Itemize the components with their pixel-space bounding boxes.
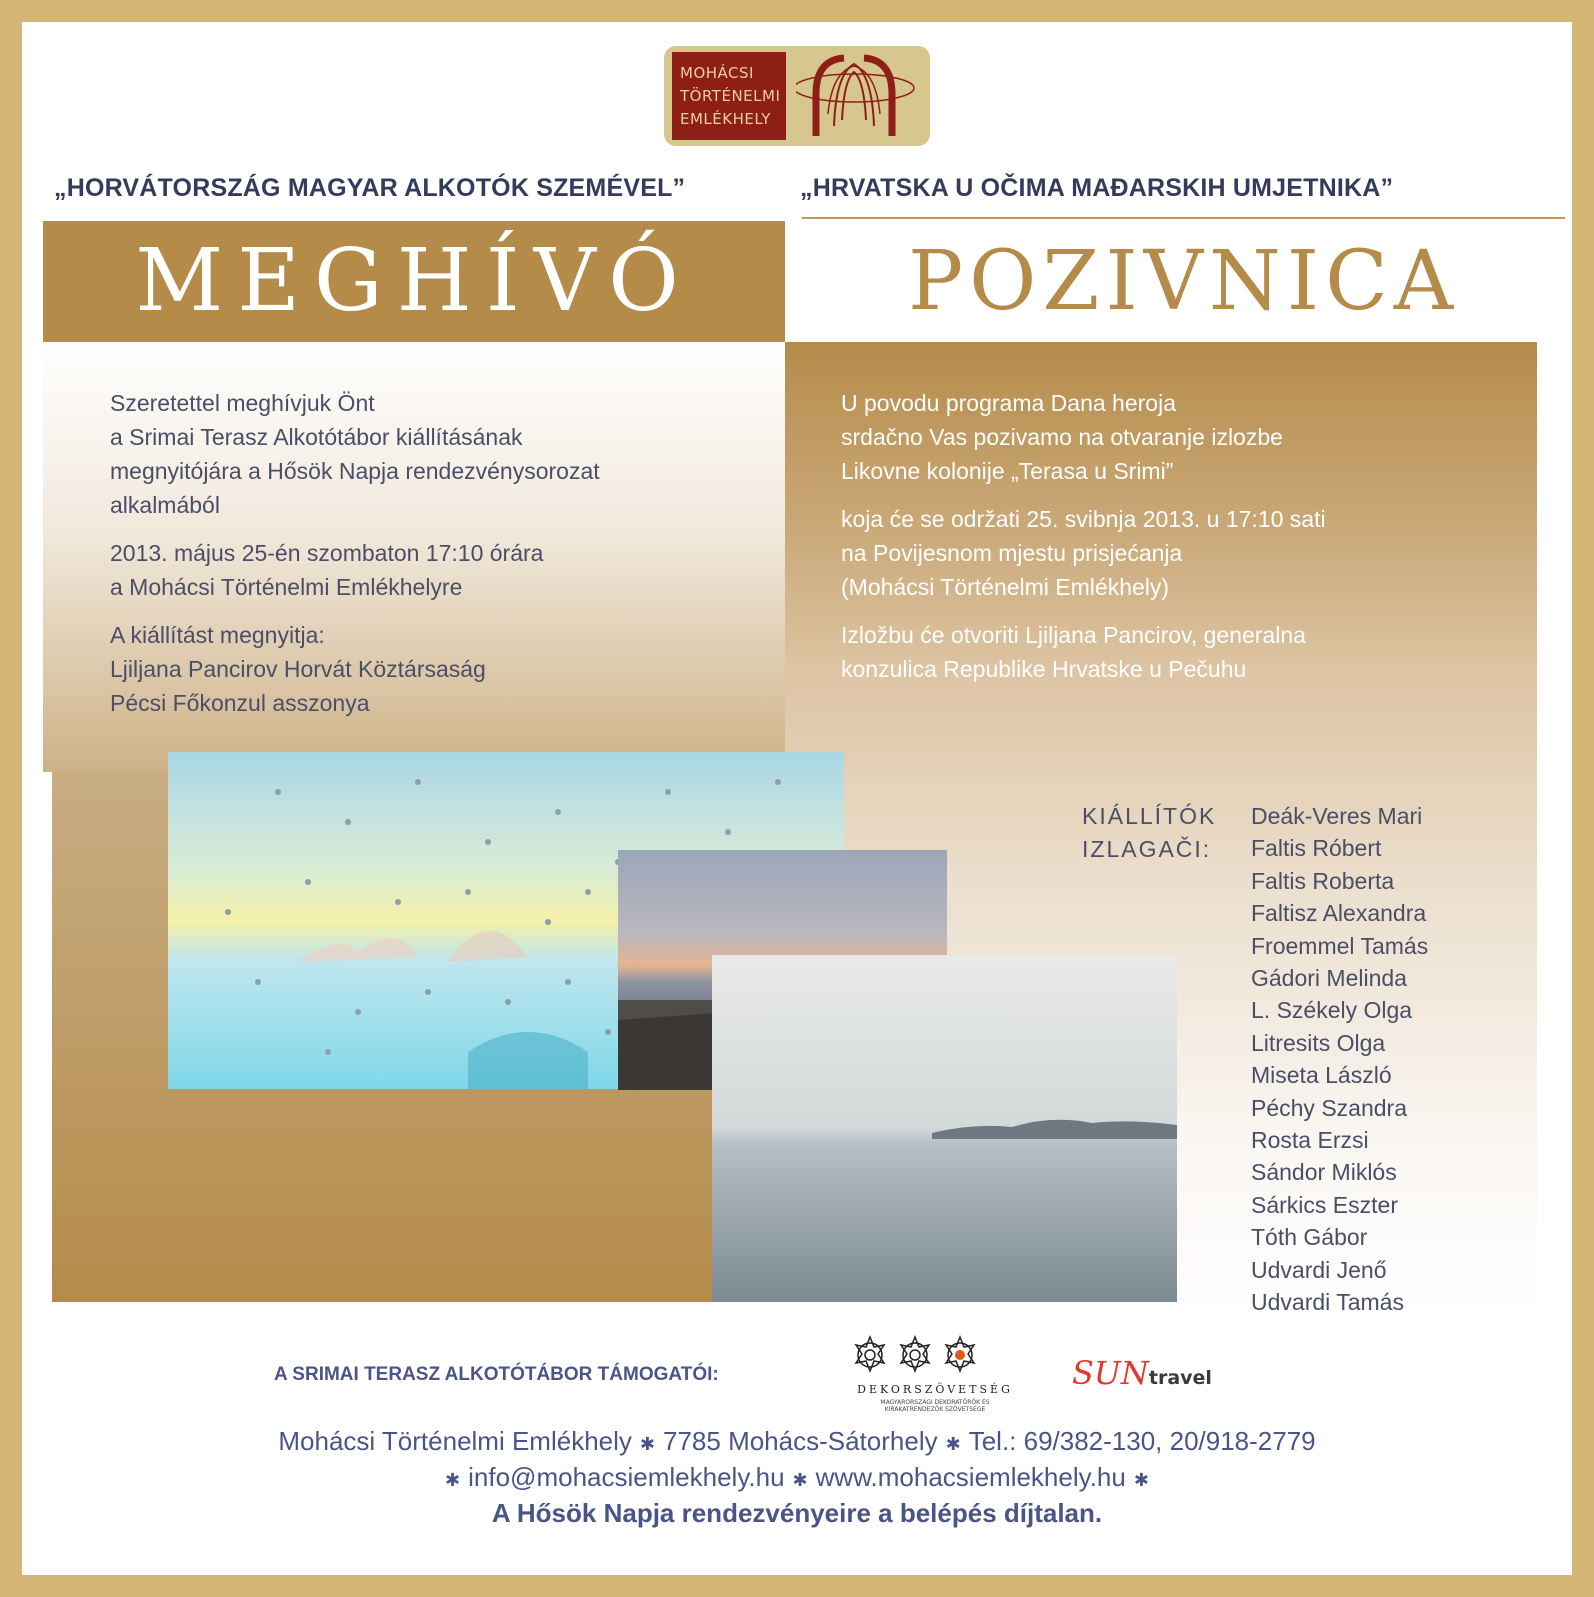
text-line: konzulica Republike Hrvatske u Pečuhu bbox=[841, 656, 1247, 682]
logo-line: MOHÁCSI bbox=[680, 64, 754, 82]
text-line: a Mohácsi Történelmi Emlékhelyre bbox=[110, 574, 463, 600]
exhibitor-name: Gádori Melinda bbox=[1251, 965, 1407, 992]
footer-venue: Mohácsi Történelmi Emlékhely bbox=[278, 1426, 632, 1456]
exhibitor-name: Udvardi Jenő bbox=[1251, 1256, 1387, 1283]
logo bbox=[664, 46, 930, 146]
star-separator-icon: ✱ bbox=[792, 1470, 808, 1490]
logo-line: EMLÉKHELY bbox=[680, 110, 771, 128]
exhibitor-name: Miseta László bbox=[1251, 1062, 1392, 1089]
text-line: megnyitójára a Hősök Napja rendezvénysorozat bbox=[110, 458, 600, 484]
flower-ornament-icon bbox=[840, 1327, 1030, 1381]
dekor-name: DEKORSZÖVETSÉG bbox=[857, 1383, 1013, 1396]
sponsors-label: A SRIMAI TERASZ ALKOTÓTÁBOR TÁMOGATÓI: bbox=[274, 1364, 719, 1385]
footer-website[interactable]: www.mohacsiemlekhely.hu bbox=[815, 1462, 1126, 1492]
exhibitor-name: Sárkics Eszter bbox=[1251, 1191, 1398, 1218]
footer-web-line bbox=[22, 1462, 1572, 1493]
sea-photo bbox=[712, 955, 1177, 1302]
text-line: Izložbu će otvoriti Ljiljana Pancirov, generalna bbox=[841, 622, 1306, 648]
logo-line: TÖRTÉNELMI bbox=[680, 87, 781, 105]
exhibitor-name: Faltis Róbert bbox=[1251, 835, 1382, 862]
text-line: na Povijesnom mjestu prisjećanja bbox=[841, 540, 1183, 566]
footer-free-entry: A Hősök Napja rendezvényeire a belépés díjtalan. bbox=[491, 1498, 1103, 1528]
footer-address: 7785 Mohács-Sátorhely bbox=[663, 1426, 938, 1456]
text-line: koja će se održati 25. svibnja 2013. u 17:10 sati bbox=[841, 506, 1326, 532]
text-line: Szeretettel meghívjuk Önt bbox=[110, 390, 375, 416]
logo-text-box bbox=[672, 52, 786, 140]
invitation-text-croatian bbox=[841, 372, 1326, 700]
text-line: Ljiljana Pancirov Horvát Köztársaság bbox=[110, 656, 486, 682]
star-separator-icon: ✱ bbox=[945, 1434, 961, 1454]
suntravel-travel: travel bbox=[1148, 1367, 1212, 1389]
exhibitor-name: Rosta Erzsi bbox=[1251, 1127, 1369, 1154]
footer-email[interactable]: info@mohacsiemlekhely.hu bbox=[468, 1462, 785, 1492]
exhibitor-name: Litresits Olga bbox=[1251, 1029, 1386, 1056]
exhibitors-label-hr: IZLAGAČI: bbox=[1082, 836, 1212, 862]
text-line: a Srimai Terasz Alkotótábor kiállításának bbox=[110, 424, 523, 450]
exhibitor-name: L. Székely Olga bbox=[1251, 997, 1413, 1024]
text-line: Likovne kolonije „Terasa u Srimi” bbox=[841, 458, 1174, 484]
exhibitors-label-hu: KIÁLLÍTÓK bbox=[1082, 803, 1217, 829]
memorial-arch-icon bbox=[796, 54, 922, 140]
divider bbox=[802, 217, 1565, 219]
title-croatian: POZIVNICA bbox=[907, 234, 1460, 329]
star-separator-icon: ✱ bbox=[1133, 1470, 1149, 1490]
exhibitor-name: Faltis Roberta bbox=[1251, 867, 1395, 894]
text-line: 2013. május 25-én szombaton 17:10 órára bbox=[110, 540, 544, 566]
footer-contact-line bbox=[22, 1426, 1572, 1457]
suntravel-sun: SUN bbox=[1072, 1354, 1149, 1392]
exhibitor-name: Udvardi Tamás bbox=[1251, 1289, 1404, 1316]
invitation-card bbox=[22, 22, 1572, 1575]
dekorszovetseg-logo bbox=[840, 1327, 1030, 1422]
star-separator-icon: ✱ bbox=[639, 1434, 655, 1454]
exhibitor-name: Faltisz Alexandra bbox=[1251, 900, 1427, 927]
exhibitor-name: Tóth Gábor bbox=[1251, 1224, 1368, 1251]
footer-phone: Tel.: 69/382-130, 20/918-2779 bbox=[968, 1426, 1316, 1456]
text-line: srdačno Vas pozivamo na otvaranje izlozbe bbox=[841, 424, 1283, 450]
exhibitors-list bbox=[1251, 800, 1428, 1319]
text-line: alkalmából bbox=[110, 492, 220, 518]
dekor-subtitle: MAGYARORSZÁGI DEKORATŐRÖK ÉS KIRAKATRENDEZŐK SZÖVETSÉGE bbox=[880, 1399, 990, 1413]
exhibitor-name: Froemmel Tamás bbox=[1251, 932, 1429, 959]
exhibitor-name: Sándor Miklós bbox=[1251, 1159, 1397, 1186]
exhibitor-name: Deák-Veres Mari bbox=[1251, 803, 1423, 829]
subtitle-croatian: „HRVATSKA U OČIMA MAĐARSKIH UMJETNIKA” bbox=[800, 174, 1394, 202]
text-line: Pécsi Főkonzul asszonya bbox=[110, 690, 370, 716]
text-line: U povodu programa Dana heroja bbox=[841, 390, 1176, 416]
title-hungarian: MEGHÍVÓ bbox=[135, 231, 693, 331]
suntravel-logo bbox=[1072, 1354, 1212, 1392]
star-separator-icon: ✱ bbox=[445, 1470, 461, 1490]
text-line: A kiállítást megnyitja: bbox=[110, 622, 325, 648]
exhibitors-label bbox=[1082, 800, 1216, 866]
invitation-text-hungarian bbox=[110, 372, 600, 734]
exhibitor-name: Péchy Szandra bbox=[1251, 1094, 1407, 1121]
text-line: (Mohácsi Történelmi Emlékhely) bbox=[841, 574, 1170, 600]
subtitle-hungarian: „HORVÁTORSZÁG MAGYAR ALKOTÓK SZEMÉVEL” bbox=[54, 174, 686, 202]
